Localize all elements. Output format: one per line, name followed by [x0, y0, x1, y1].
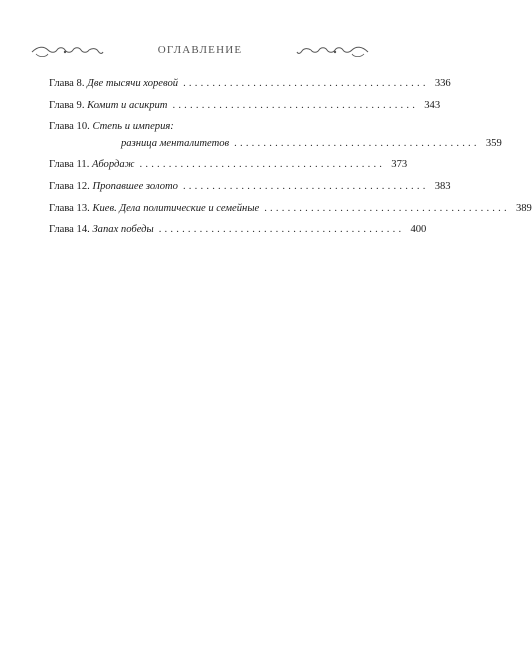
chapter-label: Глава 8. [49, 78, 85, 89]
toc-entry[interactable] [49, 98, 441, 115]
chapter-title: Степь и империя: [92, 121, 174, 133]
chapter-title: Запах победы [92, 224, 154, 236]
leader-dots: .......................................... [182, 180, 429, 192]
page-number: 343 [424, 99, 441, 111]
ornament-flourish-right-icon [296, 45, 370, 59]
toc-entry[interactable] [49, 201, 532, 218]
running-header [30, 40, 370, 66]
page-number: 400 [410, 224, 427, 236]
chapter-title: Пропавшее золото [92, 180, 178, 192]
table-of-contents [49, 76, 532, 244]
toc-entry[interactable] [49, 222, 427, 239]
page-number: 383 [434, 180, 451, 192]
leader-dots: .......................................... [139, 159, 386, 171]
page-number: 359 [485, 137, 502, 149]
leader-dots: .......................................... [234, 137, 480, 149]
leader-dots: .......................................... [264, 202, 510, 214]
chapter-label: Глава 12. [49, 180, 90, 192]
page-number: 336 [434, 78, 451, 89]
chapter-title: Киев. Дела политические и семейные [92, 202, 260, 214]
chapter-label: Глава 11. [49, 159, 90, 171]
header-title: ОГЛАВЛЕНИЕ [157, 44, 243, 56]
toc-entry[interactable] [49, 179, 451, 196]
page-number: 373 [391, 159, 408, 171]
chapter-title: Комит и асикрит [87, 99, 168, 111]
leader-dots: .......................................... [172, 99, 419, 111]
chapter-label: Глава 14. [49, 224, 90, 236]
chapter-label: Глава 9. [49, 99, 85, 111]
page-number: 389 [515, 202, 532, 214]
toc-entry[interactable] [49, 157, 408, 174]
toc-entry[interactable] [49, 76, 451, 93]
chapter-title: Абордаж [92, 159, 135, 171]
leader-dots: .......................................... [158, 224, 405, 236]
chapter-title-continued: разница менталитетов [121, 137, 230, 149]
leader-dots: .......................................... [183, 78, 429, 89]
chapter-label: Глава 10. [49, 121, 90, 133]
chapter-title: Две тысячи хоревой [87, 78, 179, 89]
chapter-label: Глава 13. [49, 202, 90, 214]
toc-entry[interactable] [49, 119, 502, 152]
